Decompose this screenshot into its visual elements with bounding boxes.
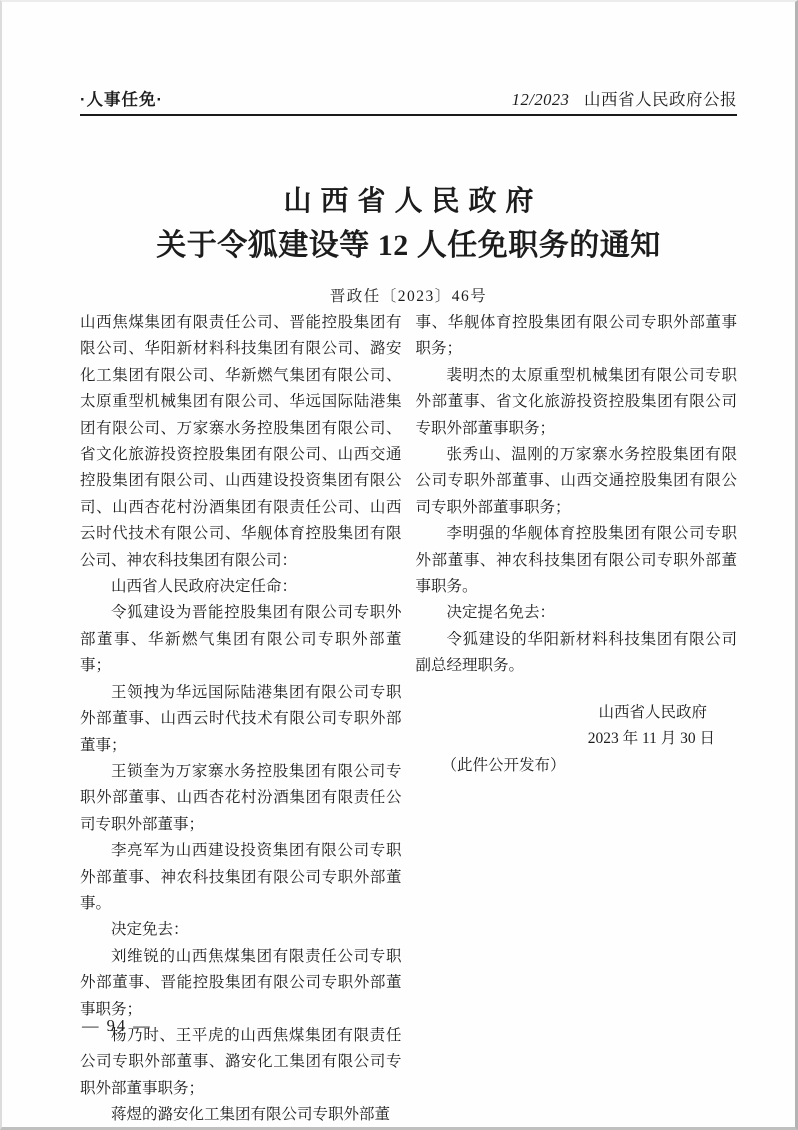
body-paragraph: 裴明杰的太原重型机械集团有限公司专职外部董事、省文化旅游投资控股集团有限公司专职外部董事职务； <box>415 366 737 437</box>
body-paragraph: 蒋煜的潞安化工集团有限公司专职外部董 <box>111 1106 391 1124</box>
body-paragraph: 刘维锐的山西焦煤集团有限责任公司专职外部董事、晋能控股集团有限公司专职外部董事职务； <box>80 947 402 1018</box>
body-paragraph: 王领拽为华远国际陆港集团有限公司专职外部董事、山西云时代技术有限公司专职外部董事； <box>80 683 402 754</box>
signature-issuer: 山西省人民政府 <box>598 703 707 721</box>
signature-date: 2023 年 11 月 30 日 <box>587 729 715 747</box>
right-column-text <box>416 310 738 680</box>
document-number: 晋政任〔2023〕46号 <box>329 288 488 305</box>
body-paragraph: 李亮军为山西建设投资集团有限公司专职外部董事、神农科技集团有限公司专职外部董事。 <box>80 842 402 912</box>
header-rule <box>80 114 737 116</box>
body-paragraph: 事、华舰体育控股集团有限公司专职外部董事职务； <box>415 314 737 358</box>
title-subject: 关于令狐建设等 12 人任免职务的通知 <box>156 229 661 262</box>
body-paragraph: 李明强的华舰体育控股集团有限公司专职外部董事、神农科技集团有限公司专职外部董事职务。 <box>415 525 737 596</box>
page-number: — 94 — <box>82 1016 152 1035</box>
public-release-note: （此件公开发布） <box>441 756 566 774</box>
body-paragraph: 令狐建设的华阳新材料科技集团有限公司副总经理职务。 <box>415 630 737 675</box>
page-header <box>80 86 737 110</box>
publication-name: 山西省人民政府公报 <box>584 90 737 109</box>
body-paragraph: 决定免去： <box>111 921 189 939</box>
body-paragraph: 山西省人民政府决定任命： <box>111 578 298 596</box>
title-block <box>80 182 737 306</box>
body-paragraph: 山西焦煤集团有限责任公司、晋能控股集团有限公司、华阳新材料科技集团有限公司、潞安化工集团有限公司、华新燃气集团有限公司、太原重型机械集团有限公司、华远国际陆港集团有限公司、万家寨水务控股集团有限公司、省文化旅游投资控股集团有限公司、山西交通控股集团有限公司、山西建设投资集团有限公司、山西杏花村汾酒集团有限责任公司、山西云时代技术有限公司、华舰体育控股集团有限公司、神农科技集团有限公司： <box>80 314 402 569</box>
section-label: ·人事任免· <box>80 91 163 109</box>
body-columns <box>80 310 737 1129</box>
left-column <box>80 310 402 1129</box>
signature-block <box>416 700 738 778</box>
publication-info <box>512 86 737 110</box>
title-issuing-org: 山西省人民政府 <box>283 186 543 217</box>
body-paragraph: 王锁奎为万家寨水务控股集团有限公司专职外部董事、山西杏花村汾酒集团有限责任公司专职外部董事； <box>80 762 402 833</box>
issue-number: 12/2023 <box>511 90 570 109</box>
right-column <box>416 310 738 1129</box>
body-paragraph: 令狐建设为晋能控股集团有限公司专职外部董事、华新燃气集团有限公司专职外部董事； <box>80 604 402 675</box>
body-paragraph: 杨乃时、王平虎的山西焦煤集团有限责任公司专职外部董事、潞安化工集团有限公司专职外部董事职务； <box>80 1026 402 1097</box>
body-paragraph: 决定提名免去： <box>446 604 556 622</box>
body-paragraph: 张秀山、温刚的万家寨水务控股集团有限公司专职外部董事、山西交通控股集团有限公司专职外部董事职务； <box>415 446 737 516</box>
